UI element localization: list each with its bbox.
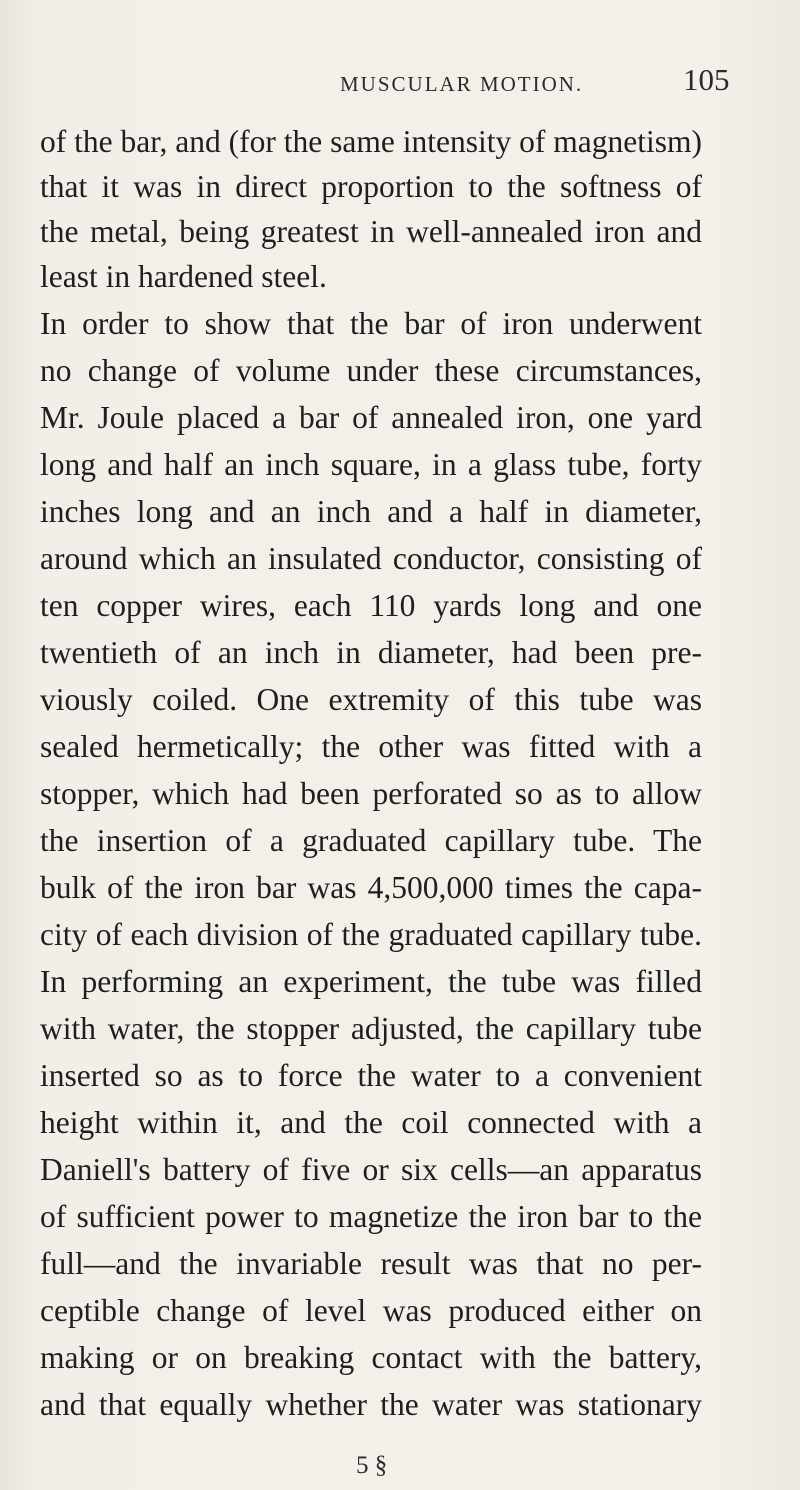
- text-line: inserted so as to force the water to a convenient: [40, 1058, 702, 1093]
- text-line: bulk of the iron bar was 4,500,000 times the capa-: [40, 870, 702, 905]
- text-line: In order to show that the bar of iron underwent: [40, 306, 702, 341]
- text-line: and that equally whether the water was stationary: [40, 1387, 702, 1422]
- running-head: MUSCULAR MOTION.: [340, 72, 584, 96]
- text-line: In performing an experiment, the tube was filled: [40, 964, 702, 999]
- text-line: the insertion of a graduated capillary tube. The: [40, 823, 702, 858]
- text-line: that it was in direct proportion to the softness of: [40, 169, 702, 204]
- text-line: Mr. Joule placed a bar of annealed iron, one yard: [40, 400, 702, 435]
- text-line: stopper, which had been perforated so as to allow: [40, 776, 702, 811]
- text-line: city of each division of the graduated capillary tube.: [40, 917, 702, 952]
- catchword: 5 §: [356, 1452, 388, 1479]
- text-line: inches long and an inch and a half in diameter,: [40, 494, 702, 529]
- text-line: of the bar, and (for the same intensity of magnetism): [40, 124, 702, 159]
- text-line: making or on breaking contact with the battery,: [40, 1340, 702, 1375]
- text-line: of sufficient power to magnetize the iron bar to the: [40, 1199, 702, 1234]
- text-line: height within it, and the coil connected with a: [40, 1105, 702, 1140]
- text-line: with water, the stopper adjusted, the capillary tube: [40, 1011, 702, 1046]
- text-line: full—and the invariable result was that no per-: [40, 1246, 702, 1281]
- text-line: least in hardened steel.: [40, 259, 327, 294]
- text-line: the metal, being greatest in well-annealed iron and: [40, 214, 702, 249]
- text-line: no change of volume under these circumstances,: [40, 353, 702, 388]
- text-line: twentieth of an inch in diameter, had been pre-: [40, 635, 702, 670]
- text-line: around which an insulated conductor, consisting of: [40, 541, 702, 576]
- text-line: viously coiled. One extremity of this tube was: [40, 682, 702, 717]
- text-line: long and half an inch square, in a glass tube, forty: [40, 447, 702, 482]
- page-number: 105: [683, 62, 730, 97]
- text-line: sealed hermetically; the other was fitted with a: [40, 729, 702, 764]
- text-line: ceptible change of level was produced either on: [40, 1293, 702, 1328]
- text-line: Daniell's battery of five or six cells—an apparatus: [40, 1152, 702, 1187]
- text-line: ten copper wires, each 110 yards long and one: [40, 588, 702, 623]
